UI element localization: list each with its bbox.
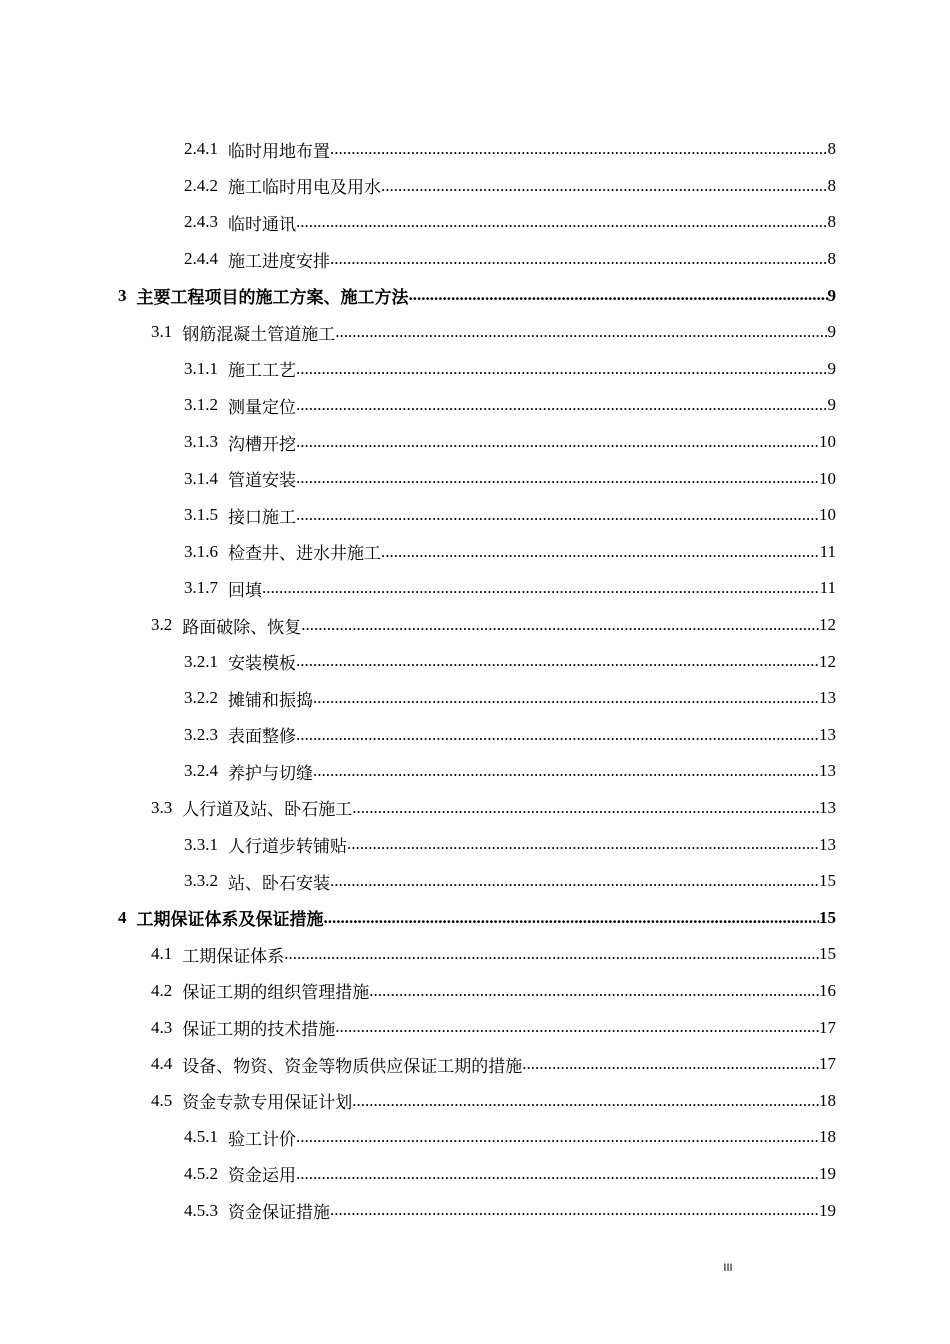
toc-entry[interactable]: [0, 973, 836, 1010]
toc-entry-page: 17: [819, 1054, 836, 1074]
toc-entry-title: 工期保证体系: [182, 946, 285, 966]
toc-entry[interactable]: [0, 1156, 836, 1193]
toc-entry[interactable]: [0, 936, 836, 973]
toc-entry[interactable]: [0, 241, 836, 278]
toc-entry-title: 临时用地布置: [228, 141, 330, 161]
toc-entry-page: 8: [827, 175, 836, 195]
toc-entry[interactable]: [0, 570, 836, 607]
toc-entry-page: 9: [827, 358, 836, 378]
toc-entry[interactable]: [0, 277, 836, 314]
toc-leader-dots: [330, 871, 819, 891]
toc-leader-dots: [301, 615, 819, 635]
toc-entry[interactable]: [0, 680, 836, 717]
toc-leader-dots: [296, 725, 819, 745]
toc-leader-dots: [347, 834, 819, 854]
toc-entry-title: 人行道及站、卧石施工: [182, 800, 353, 820]
toc-leader-dots: [352, 1091, 819, 1111]
toc-entry-page: 8: [827, 139, 836, 159]
toc-entry-page: 13: [819, 688, 836, 708]
toc-entry-number: 3.1.1: [184, 358, 218, 378]
toc-entry[interactable]: [0, 1009, 836, 1046]
toc-entry-title: 验工计价: [228, 1129, 296, 1149]
toc-entry-title: 主要工程项目的施工方案、施工方法: [136, 288, 409, 308]
toc-leader-dots: [262, 578, 820, 598]
toc-entry-number: 2.4.3: [184, 212, 218, 232]
toc-entry-page: 18: [819, 1090, 836, 1110]
toc-entry-title: 工期保证体系及保证措施: [136, 910, 324, 930]
page-number: III: [723, 1262, 733, 1274]
toc-entry-page: 10: [819, 432, 836, 452]
toc-entry-page: 11: [819, 541, 836, 561]
toc-entry-title: 资金运用: [228, 1166, 296, 1186]
toc-entry[interactable]: [0, 131, 836, 168]
page-footer: [0, 1262, 734, 1274]
toc-entry-number: 2.4.2: [184, 175, 218, 195]
toc-entry-title: 保证工期的组织管理措施: [182, 983, 370, 1003]
toc-entry-number: 3.1.3: [184, 432, 218, 452]
toc-entry-number: 3: [118, 285, 127, 305]
toc-leader-dots: [296, 432, 819, 452]
toc-leader-dots: [352, 798, 819, 818]
toc-entry-page: 9: [827, 395, 836, 415]
toc-entry-number: 3.3: [151, 797, 173, 817]
toc-entry-number: 4.4: [151, 1054, 173, 1074]
toc-entry[interactable]: [0, 387, 836, 424]
toc-entry-page: 12: [819, 651, 836, 671]
toc-leader-dots: [313, 761, 819, 781]
toc-entry-number: 4.5.2: [184, 1163, 218, 1183]
toc-leader-dots: [369, 981, 819, 1001]
toc-leader-dots: [296, 212, 828, 232]
toc-entry-title: 施工进度安排: [228, 251, 330, 271]
toc-entry-number: 4.1: [151, 944, 173, 964]
toc-entry-title: 回填: [228, 580, 262, 600]
toc-entry-number: 3.2.3: [184, 724, 218, 744]
toc-entry[interactable]: [0, 534, 836, 571]
toc-leader-dots: [284, 944, 819, 964]
toc-entry-title: 路面破除、恢复: [182, 617, 302, 637]
toc-entry-number: 4.3: [151, 1017, 173, 1037]
toc-entry-page: 13: [819, 724, 836, 744]
toc-entry[interactable]: [0, 643, 836, 680]
toc-entry-number: 4.5: [151, 1090, 173, 1110]
toc-entry[interactable]: [0, 717, 836, 754]
toc-entry-page: 15: [819, 907, 836, 927]
toc-entry-number: 3.3.2: [184, 871, 218, 891]
toc-entry-number: 3.2.4: [184, 761, 218, 781]
toc-entry-number: 2.4.1: [184, 139, 218, 159]
toc-entry-number: 4.2: [151, 980, 173, 1000]
toc-entry-title: 资金保证措施: [228, 1203, 330, 1223]
toc-entry-title: 测量定位: [228, 397, 296, 417]
toc-entry[interactable]: [0, 1082, 836, 1119]
toc-entry-title: 保证工期的技术措施: [182, 1020, 336, 1040]
toc-entry-page: 8: [827, 212, 836, 232]
toc-entry-number: 4.5.1: [184, 1127, 218, 1147]
toc-leader-dots: [296, 395, 828, 415]
toc-entry-number: 3.2.2: [184, 688, 218, 708]
toc-entry-page: 15: [819, 871, 836, 891]
toc-entry[interactable]: [0, 1192, 836, 1229]
toc-entry[interactable]: [0, 1046, 836, 1083]
toc-entry-title: 临时通讯: [228, 214, 296, 234]
toc-leader-dots: [296, 359, 828, 379]
toc-entry-title: 接口施工: [228, 507, 296, 527]
toc-entry-number: 3.1: [151, 322, 173, 342]
toc-entry-number: 2.4.4: [184, 249, 218, 269]
toc-entry-number: 4.5.3: [184, 1200, 218, 1220]
toc-entry-page: 11: [819, 578, 836, 598]
toc-leader-dots: [330, 139, 828, 159]
toc-entry-number: 3.1.2: [184, 395, 218, 415]
toc-entry[interactable]: [0, 753, 836, 790]
toc-entry-page: 12: [819, 615, 836, 635]
toc-entry-number: 4: [118, 907, 127, 927]
toc-entry-title: 检查井、进水井施工: [228, 544, 381, 564]
toc-entry-title: 表面整修: [228, 727, 296, 747]
toc-entry[interactable]: [0, 899, 836, 936]
toc-entry[interactable]: [0, 204, 836, 241]
toc-entry-title: 摊铺和振捣: [228, 690, 313, 710]
toc-entry-title: 设备、物资、资金等物质供应保证工期的措施: [182, 1056, 523, 1076]
toc-entry-page: 17: [819, 1017, 836, 1037]
toc-entry-page: 9: [827, 285, 836, 305]
toc-entry-number: 3.1.6: [184, 541, 218, 561]
toc-entry-title: 施工工艺: [228, 361, 296, 381]
toc-entry-page: 16: [819, 980, 836, 1000]
toc-entry-page: 10: [819, 468, 836, 488]
toc-leader-dots: [522, 1054, 819, 1074]
toc-entry-page: 19: [819, 1163, 836, 1183]
toc-entry[interactable]: [0, 314, 836, 351]
toc-leader-dots: [381, 542, 820, 562]
toc-leader-dots: [296, 505, 819, 525]
toc-entry-page: 19: [819, 1200, 836, 1220]
toc-entry-title: 钢筋混凝土管道施工: [182, 324, 336, 344]
toc-entry[interactable]: [0, 168, 836, 205]
toc-entry-number: 3.3.1: [184, 834, 218, 854]
toc-entry-number: 3.2.1: [184, 651, 218, 671]
toc-leader-dots: [335, 1017, 819, 1037]
toc-entry-page: 9: [827, 322, 836, 342]
table-of-contents: [0, 131, 950, 1229]
toc-entry-title: 沟槽开挖: [228, 434, 296, 454]
toc-leader-dots: [296, 651, 819, 671]
toc-leader-dots: [296, 468, 819, 488]
toc-leader-dots: [335, 322, 827, 342]
toc-entry-page: 18: [819, 1127, 836, 1147]
toc-entry-title: 管道安装: [228, 471, 296, 491]
toc-entry-title: 人行道步转铺贴: [228, 837, 347, 857]
toc-entry-title: 安装模板: [228, 654, 296, 674]
toc-entry-page: 13: [819, 797, 836, 817]
toc-entry[interactable]: [0, 460, 836, 497]
toc-entry-title: 养护与切缝: [228, 763, 313, 783]
toc-entry-title: 资金专款专用保证计划: [182, 1093, 353, 1113]
toc-entry-page: 10: [819, 505, 836, 525]
toc-entry-page: 8: [827, 249, 836, 269]
toc-entry[interactable]: [0, 497, 836, 534]
toc-leader-dots: [409, 285, 828, 305]
toc-leader-dots: [313, 688, 819, 708]
toc-entry-title: 施工临时用电及用水: [228, 178, 381, 198]
toc-entry[interactable]: [0, 351, 836, 388]
toc-entry-number: 3.1.4: [184, 468, 218, 488]
toc-entry-number: 3.2: [151, 615, 173, 635]
toc-entry[interactable]: [0, 424, 836, 461]
toc-leader-dots: [381, 176, 828, 196]
toc-entry[interactable]: [0, 790, 836, 827]
toc-entry-number: 3.1.7: [184, 578, 218, 598]
toc-entry[interactable]: [0, 607, 836, 644]
toc-entry-title: 站、卧石安装: [228, 873, 330, 893]
toc-entry[interactable]: [0, 863, 836, 900]
toc-leader-dots: [324, 908, 820, 928]
toc-entry-page: 13: [819, 761, 836, 781]
toc-leader-dots: [330, 1200, 819, 1220]
toc-entry-number: 3.1.5: [184, 505, 218, 525]
toc-entry-page: 15: [819, 944, 836, 964]
toc-entry-page: 13: [819, 834, 836, 854]
toc-entry[interactable]: [0, 1119, 836, 1156]
toc-leader-dots: [296, 1127, 819, 1147]
toc-leader-dots: [296, 1164, 819, 1184]
toc-leader-dots: [330, 249, 828, 269]
toc-entry[interactable]: [0, 826, 836, 863]
